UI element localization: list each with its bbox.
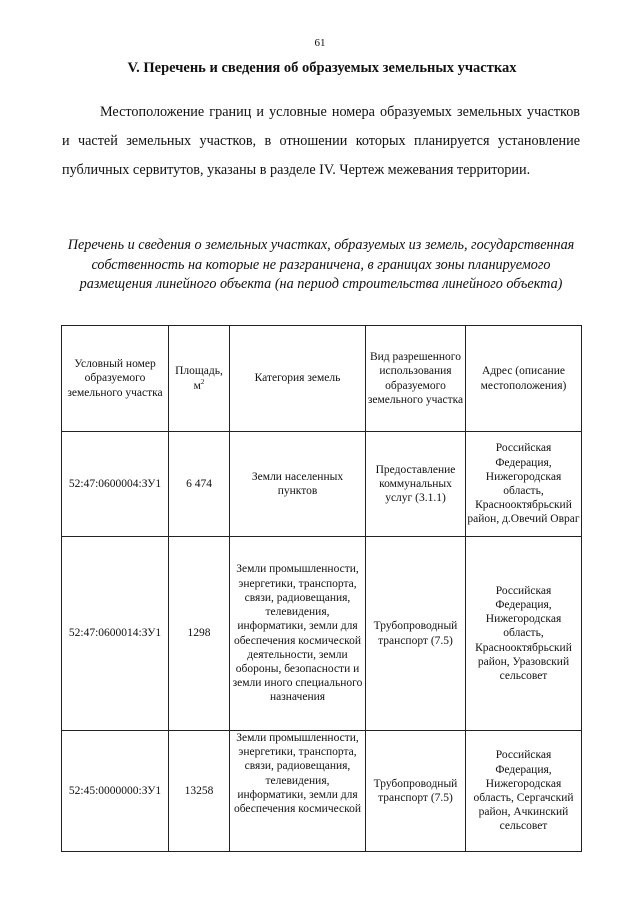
table-header-row <box>62 326 582 432</box>
cell-id: 52:47:0600014:ЗУ1 <box>62 537 169 731</box>
cell-use: Трубопроводный транспорт (7.5) <box>366 537 466 731</box>
page-number: 61 <box>314 37 326 49</box>
header-address: Адрес (описание местоположения) <box>466 326 582 432</box>
header-use: Вид разрешенного использования образуемого земельного участка <box>366 326 466 432</box>
cell-category <box>230 731 366 852</box>
intro-paragraph <box>62 98 580 185</box>
section-heading: V. Перечень и сведения об образуемых земельных участках <box>127 60 517 76</box>
cell-use: Трубопроводный транспорт (7.5) <box>366 731 466 852</box>
table-row <box>62 432 582 537</box>
table-row <box>62 731 582 852</box>
cell-id: 52:47:0600004:ЗУ1 <box>62 432 169 537</box>
cell-category: Земли населенных пунктов <box>230 432 366 537</box>
table-caption: Перечень и сведения о земельных участках, образуемых из земель, государственная собственность на которые не разграничена, в границах зоны планируемого размещения линейного объекта (на период строительства линейного объекта) <box>67 237 575 292</box>
cell-category: Земли промышленности, энергетики, транспорта, связи, радиовещания, телевидения, информатики, земли для обеспечения космической деятельности, земли обороны, безопасности и земли иного специального назначения <box>230 537 366 731</box>
cell-area: 1298 <box>169 537 230 731</box>
cell-address: Российская Федерация, Нижегородская область, Краснооктябрьский район, Уразовский сельсовет <box>466 537 582 731</box>
cell-use: Предоставление коммунальных услуг (3.1.1) <box>366 432 466 537</box>
cell-id: 52:45:0000000:ЗУ1 <box>62 731 169 852</box>
intro-text: Местоположение границ и условные номера образуемых земельных участков и частей земельных участков, в отношении которых планируется установление публичных сервитутов, указаны в разделе IV. Чертеж межевания территории. <box>62 104 580 178</box>
header-area <box>169 326 230 432</box>
header-id: Условный номер образуемого земельного участка <box>62 326 169 432</box>
table-row <box>62 537 582 731</box>
cell-area: 13258 <box>169 731 230 852</box>
cell-category-text: Земли промышленности, энергетики, транспорта, связи, радиовещания, телевидения, информатики, земли для обеспечения космической <box>233 732 362 816</box>
header-area-label: Площадь, м <box>175 365 223 392</box>
header-category: Категория земель <box>230 326 366 432</box>
cell-address: Российская Федерация, Нижегородская область, Сергачский район, Ачкинский сельсовет <box>466 731 582 852</box>
parcels-table <box>61 325 582 852</box>
cell-area: 6 474 <box>169 432 230 537</box>
header-area-sup: 2 <box>200 377 205 386</box>
cell-address: Российская Федерация, Нижегородская область, Краснооктябрьский район, д.Овечий Овраг <box>466 432 582 537</box>
